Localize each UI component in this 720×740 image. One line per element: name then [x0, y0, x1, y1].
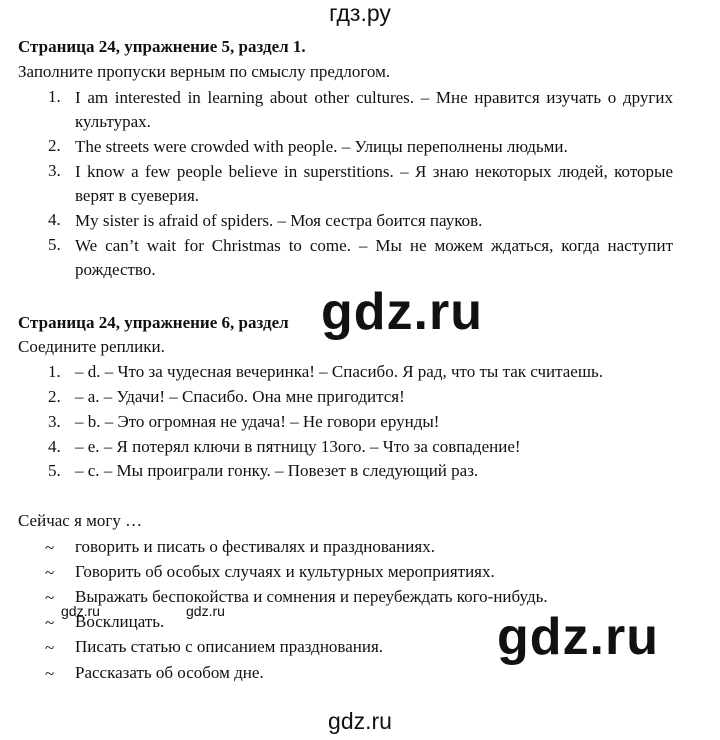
bullet-tilde: ~: [45, 664, 55, 683]
section2-instruction: Соедините реплики.: [18, 337, 165, 356]
item-number: 3.: [48, 161, 61, 180]
item-number: 1.: [48, 87, 61, 106]
watermark-bottom: gdz.ru: [328, 708, 392, 734]
item-text: – b. – Это огромная не удача! – Не говори ерунды!: [75, 412, 440, 431]
item-number: 1.: [48, 362, 61, 381]
item-text: Писать статью с описанием празднования.: [75, 637, 384, 656]
section3-intro: Сейчас я могу …: [18, 511, 143, 530]
bullet-tilde: ~: [45, 563, 55, 582]
item-text: – c. – Мы проиграли гонку. – Повезет в следующий раз.: [75, 461, 479, 480]
bullet-tilde: ~: [45, 613, 55, 632]
section2-heading: Страница 24, упражнение 6, раздел: [18, 313, 289, 332]
item-text: Рассказать об особом дне.: [75, 663, 264, 682]
item-number: 5.: [48, 235, 61, 254]
item-text: I am interested in learning about other cultures. – Мне нравится изучать о других культурах.: [75, 88, 673, 131]
watermark-right: gdz.ru: [497, 608, 659, 666]
bullet-tilde: ~: [45, 538, 55, 557]
section1-instruction: Заполните пропуски верным по смыслу предлогом.: [18, 62, 391, 81]
item-text: Выражать беспокойства и сомнения и переубеждать кого-нибудь.: [75, 587, 548, 606]
item-number: 3.: [48, 412, 61, 431]
watermark-top: гдз.ру: [329, 0, 391, 26]
bullet-tilde: ~: [45, 588, 55, 607]
item-number: 4.: [48, 210, 61, 229]
item-text: – a. – Удачи! – Спасибо. Она мне пригодится!: [75, 387, 405, 406]
item-text: – d. – Что за чудесная вечеринка! – Спасибо. Я рад, что ты так считаешь.: [75, 362, 603, 381]
item-text: The streets were crowded with people. – Улицы переполнены людьми.: [75, 137, 568, 156]
item-text: говорить и писать о фестивалях и празднованиях.: [75, 537, 435, 556]
item-text: – e. – Я потерял ключи в пятницу 13ого. – Что за совпадение!: [75, 437, 521, 456]
item-text: We can’t wait for Christmas to come. – Мы не можем ждаться, когда наступит рождество.: [75, 236, 673, 279]
bullet-tilde: ~: [45, 638, 55, 657]
item-number: 2.: [48, 387, 61, 406]
item-number: 5.: [48, 461, 61, 480]
watermark-small-left: gdz.ru: [61, 603, 100, 619]
item-text: My sister is afraid of spiders. – Моя сестра боится пауков.: [75, 211, 483, 230]
item-number: 4.: [48, 437, 61, 456]
section1-heading: Страница 24, упражнение 5, раздел 1.: [18, 37, 306, 56]
item-text: I know a few people believe in superstitions. – Я знаю некоторых людей, которые верят в суеверия.: [75, 162, 673, 205]
item-text: Говорить об особых случаях и культурных мероприятиях.: [75, 562, 495, 581]
watermark-small-right: gdz.ru: [186, 603, 225, 619]
item-text: Восклицать.: [75, 612, 165, 631]
item-number: 2.: [48, 136, 61, 155]
watermark-middle: gdz.ru: [321, 283, 483, 341]
